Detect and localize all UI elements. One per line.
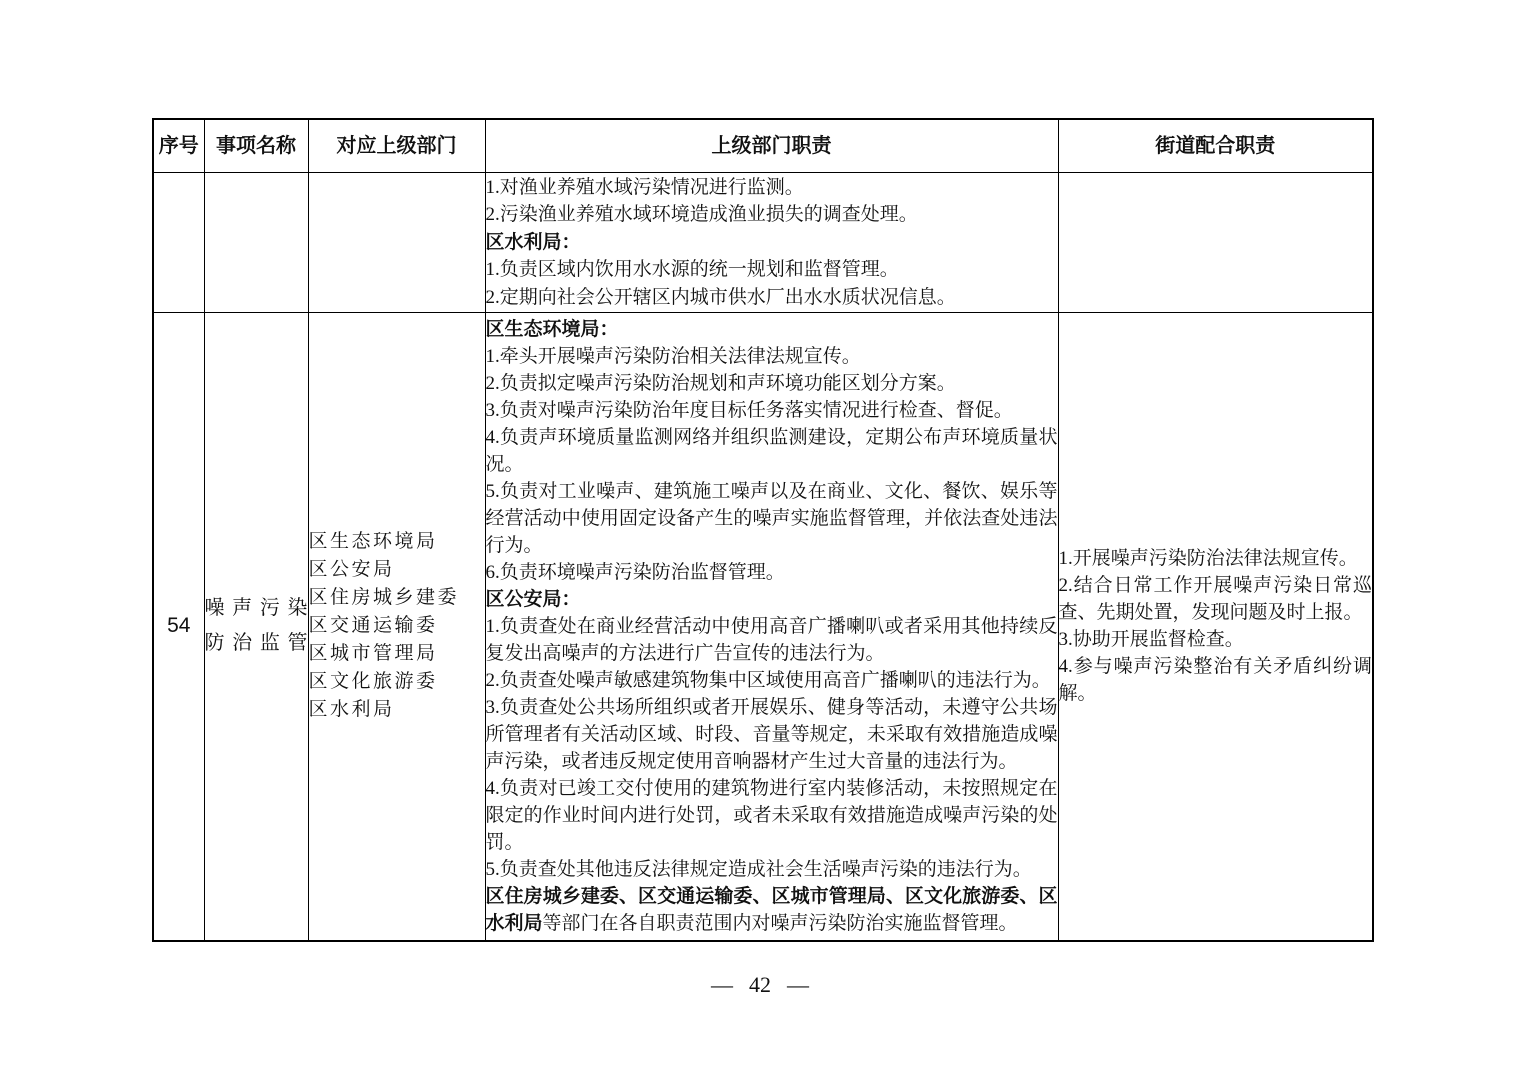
duty-paragraph: 6.负责环境噪声污染防治监督管理。 [485,561,785,583]
duty-dept-heading: 区水利局： [485,231,581,253]
item-name-line: 噪声污染 [204,597,308,620]
duty-dept-heading: 区公安局： [485,588,581,610]
table-header-row [153,119,1373,173]
department-item: 区交通运输委 [308,615,438,637]
duty-paragraph: 3.负责查处公共场所组织或者开展娱乐、健身等活动，未遵守公共场所管理者有关活动区域、时段、音量等规定，未采取有效措施造成噪声污染，或者违反规定使用音响器材产生过大音量的违法行为。 [485,696,1058,772]
cell-item-name-cont [204,173,308,313]
cell-departments-cont [308,173,485,313]
cell-street-duties-cont [1058,173,1373,313]
duty-paragraph: 1.负责区域内饮用水水源的统一规划和监督管理。 [485,259,899,281]
duty-paragraph: 5.负责查处其他违反法律规定造成社会生活噪声污染的违法行为。 [485,858,1032,880]
street-duty-paragraph: 4.参与噪声污染整治有关矛盾纠纷调解。 [1058,656,1372,705]
department-item: 区住房城乡建委 [308,587,460,609]
cell-superior-duties-cont [485,173,1058,313]
footer-dash-right: — [787,972,809,997]
cell-superior-duties-54 [485,313,1058,941]
duty-paragraph: 4.负责对已竣工交付使用的建筑物进行室内装修活动，未按照规定在限定的作业时间内进行处罚，或者未采取有效措施造成噪声污染的处罚。 [485,777,1058,853]
cell-street-duties-54 [1058,313,1373,941]
page-footer [0,972,1520,998]
duty-paragraph-mixed [486,883,1058,937]
header-superior-duty: 上级部门职责 [485,119,1058,173]
cell-serial-54: 54 [153,313,204,941]
duty-paragraph: 4.负责声环境质量监测网络并组织监测建设，定期公布声环境质量状况。 [485,426,1058,475]
street-duty-paragraph: 3.协助开展监督检查。 [1058,629,1244,651]
street-duty-paragraph: 2.结合日常工作开展噪声污染日常巡查、先期处置，发现问题及时上报。 [1058,575,1372,624]
duty-paragraph: 1.对渔业养殖水域污染情况进行监测。 [485,176,804,198]
duty-paragraph: 2.负责拟定噪声污染防治规划和声环境功能区划分方案。 [485,372,956,394]
header-item-name: 事项名称 [204,119,308,173]
responsibility-table [152,118,1374,942]
header-street-duty: 街道配合职责 [1058,119,1373,173]
table-row-continuation [153,173,1373,313]
duty-final-rest: 等部门在各自职责范围内对噪声污染防治实施监督管理。 [542,912,1018,934]
cell-departments-54 [308,313,485,941]
duty-dept-heading: 区生态环境局： [485,318,619,340]
duty-paragraph: 3.负责对噪声污染防治年度目标任务落实情况进行检查、督促。 [485,399,1013,421]
page-number: 42 [749,972,771,997]
item-name-line: 防治监管 [204,632,308,655]
department-item: 区城市管理局 [308,643,438,665]
department-item: 区水利局 [308,699,395,721]
duty-paragraph: 2.定期向社会公开辖区内城市供水厂出水水质状况信息。 [485,286,956,308]
table-row-54 [153,313,1373,941]
department-item: 区文化旅游委 [308,671,438,693]
duty-paragraph: 1.牵头开展噪声污染防治相关法律法规宣传。 [485,345,861,367]
department-item: 区公安局 [308,559,395,581]
header-serial: 序号 [153,119,204,173]
duty-paragraph: 5.负责对工业噪声、建筑施工噪声以及在商业、文化、餐饮、娱乐等经营活动中使用固定设备产生的噪声实施监督管理，并依法查处违法行为。 [485,480,1058,556]
duty-paragraph: 2.污染渔业养殖水域环境造成渔业损失的调查处理。 [485,204,918,226]
street-duty-paragraph: 1.开展噪声污染防治法律法规宣传。 [1058,548,1358,570]
duty-paragraph: 2.负责查处噪声敏感建筑物集中区域使用高音广播喇叭的违法行为。 [485,669,1051,691]
cell-serial-cont [153,173,204,313]
footer-dash-left: — [711,972,733,997]
cell-item-name-54 [204,313,308,941]
duty-bold-departments: 区住房城乡建委、区交通运输委、区城市管理局、区文化旅游委、区水利局 [485,885,1058,934]
header-superior-dept: 对应上级部门 [308,119,485,173]
department-item: 区生态环境局 [308,531,438,553]
duty-paragraph: 1.负责查处在商业经营活动中使用高音广播喇叭或者采用其他持续反复发出高噪声的方法进行广告宣传的违法行为。 [485,615,1058,664]
